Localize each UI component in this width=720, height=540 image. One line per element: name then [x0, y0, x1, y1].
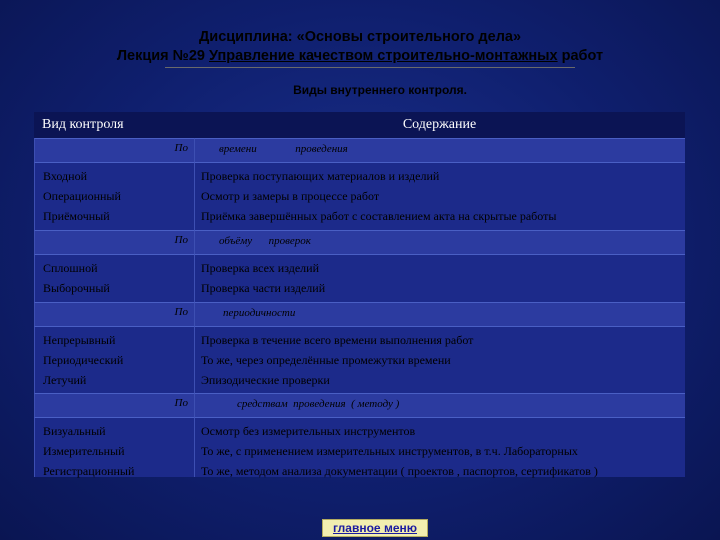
content-item: Осмотр без измерительных инструментов	[201, 424, 416, 438]
type-item: Измерительный	[43, 444, 125, 458]
criterion-prefix: По	[174, 234, 188, 246]
content-item: То же, через определённые промежутки времени	[201, 353, 451, 367]
content-item: То же, методом анализа документации ( проектов , паспортов, сертификатов )	[201, 464, 598, 478]
content-list	[201, 330, 473, 390]
type-list	[43, 258, 110, 298]
title-divider	[165, 67, 575, 68]
type-item: Сплошной	[43, 261, 98, 275]
criterion-row-method	[34, 393, 685, 417]
content-item: Проверка части изделий	[201, 281, 326, 295]
type-item: Приёмочный	[43, 209, 110, 223]
group-row-volume	[34, 254, 685, 302]
group-row-periodicity	[34, 326, 685, 393]
lecture-title	[0, 48, 720, 64]
type-list	[43, 421, 134, 481]
slide-subtitle: Виды внутреннего контроля.	[293, 83, 467, 97]
discipline-title: Дисциплина: «Основы строительного дела»	[198, 29, 522, 45]
content-item: Проверка поступающих материалов и изделий	[201, 169, 440, 183]
criterion-label: средствам проведения ( методу )	[237, 398, 400, 410]
main-menu-button[interactable]: главное меню	[322, 519, 428, 537]
group-row-method	[34, 417, 685, 477]
criterion-label: периодичности	[223, 307, 296, 319]
criterion-prefix: По	[174, 142, 188, 154]
type-item: Операционный	[43, 189, 121, 203]
criterion-label: объёму проверок	[219, 235, 311, 247]
criterion-prefix: По	[174, 306, 188, 318]
type-list	[43, 166, 121, 226]
type-item: Периодический	[43, 353, 124, 367]
control-types-table	[34, 112, 685, 477]
content-list	[201, 421, 598, 481]
group-row-time	[34, 162, 685, 230]
column-header-type: Вид контроля	[34, 112, 194, 138]
type-item: Летучий	[43, 373, 87, 387]
content-item: Приёмка завершённых работ с составлением акта на скрытые работы	[201, 209, 557, 223]
content-list	[201, 166, 556, 226]
criterion-row-time	[34, 138, 685, 162]
content-item: Осмотр и замеры в процессе работ	[201, 189, 380, 203]
type-item: Выборочный	[43, 281, 110, 295]
content-item: Проверка всех изделий	[201, 261, 320, 275]
column-header-content: Содержание	[194, 112, 685, 138]
criterion-label: времени проведения	[219, 143, 348, 155]
lecture-number: Лекция №29	[116, 48, 209, 64]
content-item: Эпизодические проверки	[201, 373, 330, 387]
content-item: То же, с применением измерительных инструментов, в т.ч. Лабораторных	[201, 444, 578, 458]
lecture-topic-end: работ	[557, 48, 604, 64]
type-item: Регистрационный	[43, 464, 135, 478]
type-item: Непрерывный	[43, 333, 116, 347]
type-item: Визуальный	[43, 424, 106, 438]
criterion-row-volume	[34, 230, 685, 254]
content-item: Проверка в течение всего времени выполнения работ	[201, 333, 474, 347]
lecture-topic: Управление качеством строительно-монтажных	[209, 48, 558, 64]
criterion-row-periodicity	[34, 302, 685, 326]
criterion-prefix: По	[174, 397, 188, 409]
type-list	[43, 330, 123, 390]
type-item: Входной	[43, 169, 87, 183]
content-list	[201, 258, 325, 298]
